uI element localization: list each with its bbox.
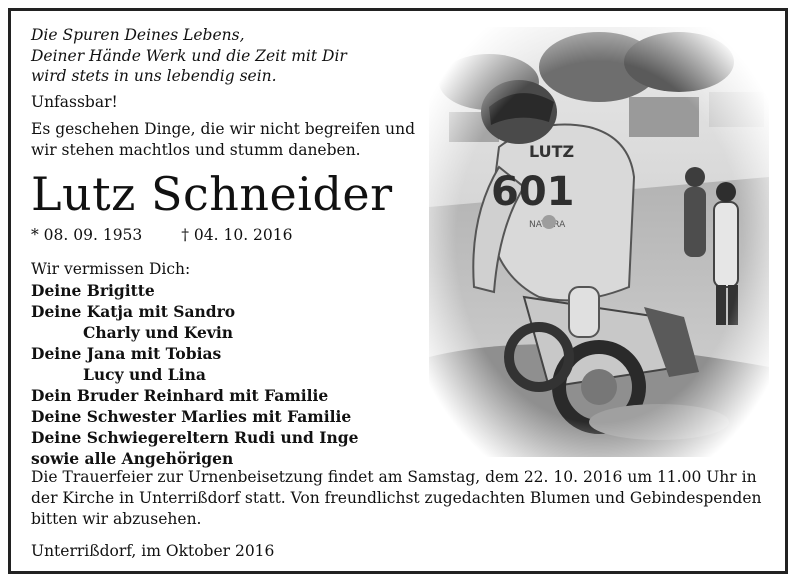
poem-line: Die Spuren Deines Lebens, <box>31 26 245 44</box>
funeral-notice: Die Trauerfeier zur Urnenbeisetzung findet am Samstag, dem 22. 10. 2016 um 11.00 Uhr in der Kirche in Unterrißdorf statt. Von freundlichst zugedachten Blumen und Gebindespenden bitten wir abzusehen. <box>31 468 762 528</box>
death-date: † 04. 10. 2016 <box>181 226 293 244</box>
mourners-lead: Wir vermissen Dich: <box>31 260 191 278</box>
mourner: Dein Bruder Reinhard mit Familie <box>31 386 329 405</box>
intro-line: wir stehen machtlos und stumm daneben. <box>31 141 361 159</box>
birth-date: * 08. 09. 1953 <box>31 226 143 244</box>
mourner: Deine Schwiegereltern Rudi und Inge <box>31 428 359 447</box>
poem-line: Deiner Hände Werk und die Zeit mit Dir <box>31 46 347 65</box>
obituary-card <box>8 8 788 574</box>
mourner: Deine Jana mit Tobias <box>31 344 222 363</box>
deceased-name: Lutz Schneider <box>31 167 393 221</box>
motocross-photo <box>429 27 769 457</box>
motocross-photo-svg <box>429 27 769 457</box>
mourner: Deine Brigitte <box>31 281 155 300</box>
intro-text <box>31 119 415 161</box>
mourner: Deine Schwester Marlies mit Familie <box>31 407 352 426</box>
mourners-list <box>31 259 358 469</box>
poem-line: wird stets in uns lebendig sein. <box>31 67 277 85</box>
place-and-date: Unterrißdorf, im Oktober 2016 <box>31 542 275 560</box>
intro-line: Es geschehen Dinge, die wir nicht begreifen und <box>31 120 416 138</box>
mourner: Lucy und Lina <box>83 365 206 384</box>
mourner: sowie alle Angehörigen <box>31 449 234 468</box>
mourner: Charly und Kevin <box>83 323 234 342</box>
memorial-poem <box>31 25 347 87</box>
exclamation: Unfassbar! <box>31 93 118 111</box>
life-dates <box>31 226 293 244</box>
mourner: Deine Katja mit Sandro <box>31 302 236 321</box>
